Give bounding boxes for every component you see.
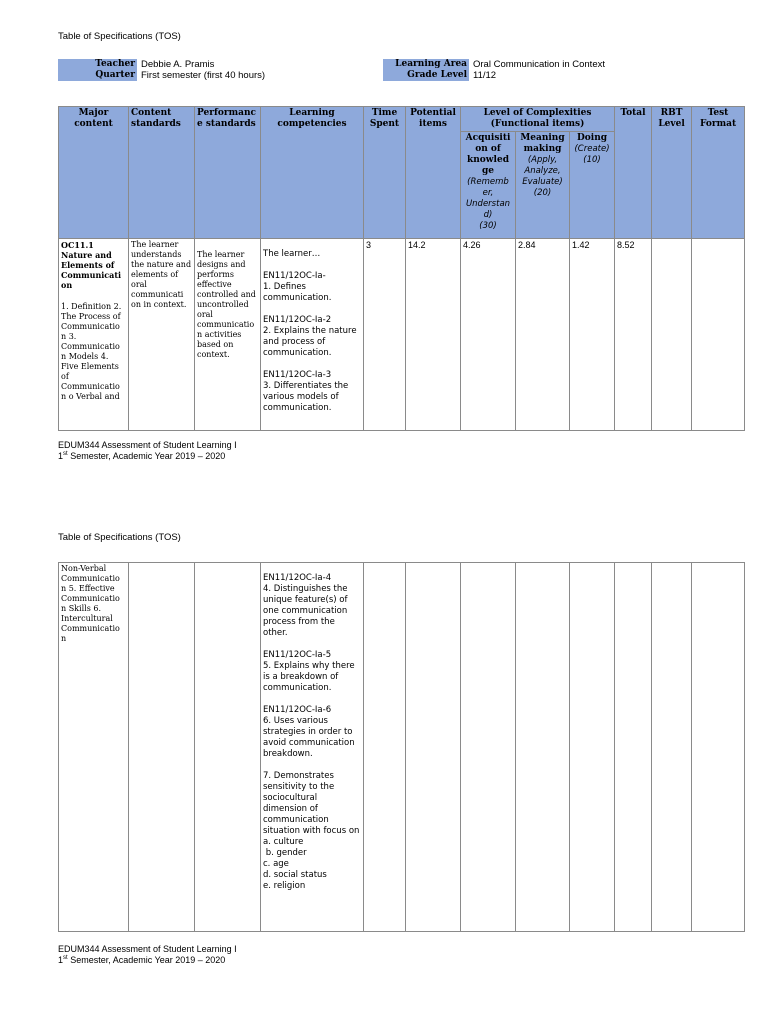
row2-potential-items — [406, 563, 461, 932]
row1-test-format — [692, 239, 745, 431]
table-row — [59, 239, 745, 431]
focus-religion: e. religion — [263, 881, 306, 891]
footer-line-1: EDUM344 Assessment of Student Learning I — [58, 440, 237, 450]
doing-title: Doing — [576, 133, 608, 143]
focus-age: c. age — [263, 859, 289, 869]
doc-title: Table of Specifications (TOS) — [58, 31, 181, 42]
focus-culture: a. culture — [263, 837, 304, 847]
header-doing — [570, 132, 615, 239]
doc-title-page-2: Table of Specifications (TOS) — [58, 532, 181, 543]
comp-item-6: 6. Uses various strategies in order to avoid communication breakdown. — [263, 716, 355, 759]
footer-2 — [58, 944, 237, 966]
grade-info — [383, 70, 496, 81]
row1-potential-items: 14.2 — [406, 239, 461, 431]
footer-line-1: EDUM344 Assessment of Student Learning I — [58, 944, 237, 954]
comp-item-7: 7. Demonstrates sensitivity to the sociocultural dimension of communication situation with focus on — [263, 771, 360, 836]
row1-performance-standards: The learner designs and performs effective controlled and uncontrolled oral communicatio n activities based on context. — [195, 239, 261, 431]
comp-item-5: 5. Explains why there is a breakdown of communication. — [263, 661, 355, 693]
row2-time-spent — [364, 563, 406, 932]
tos-table — [58, 106, 745, 431]
area-info — [383, 59, 605, 70]
comp-item-4: 4. Distinguishes the unique feature(s) of one communication process from the other. — [263, 584, 348, 638]
row1-acquisition: 4.26 — [461, 239, 516, 431]
header-learning-competencies: Learning competencies — [261, 107, 364, 239]
row2-acquisition — [461, 563, 516, 932]
row1-content-standards: The learner understands the nature and elements of oral communicati on in context. — [129, 239, 195, 431]
comp-code-5: EN11/12OC-Ia-5 — [263, 650, 332, 660]
comp-item-2: 2. Explains the nature and process of communication. — [263, 326, 357, 358]
header-total: Total — [615, 107, 652, 239]
area-label: Learning Area — [383, 59, 469, 70]
acq-sub: (Rememb er, Understan d) — [465, 177, 511, 220]
doing-pct: (10) — [583, 155, 601, 165]
row1-time-spent: 3 — [364, 239, 406, 431]
acq-title: Acquisiti on of knowled ge — [465, 133, 511, 176]
focus-social-status: d. social status — [263, 870, 327, 880]
header-rbt-level: RBT Level — [652, 107, 692, 239]
grade-value: 11/12 — [473, 70, 497, 81]
comp-code-4: EN11/12OC-Ia-4 — [263, 573, 332, 583]
row1-total: 8.52 — [615, 239, 652, 431]
header-meaning-making — [516, 132, 570, 239]
row1-rbt-level — [652, 239, 692, 431]
acq-pct: (30) — [479, 221, 497, 231]
header-content-standards: Content standards — [129, 107, 195, 239]
header-level-of-complexities: Level of Complexities (Functional items) — [461, 107, 615, 132]
grade-label: Grade Level — [383, 70, 469, 81]
tos-table-continued — [58, 562, 745, 932]
mean-sub: (Apply, Analyze, Evaluate) — [522, 155, 563, 187]
header-time-spent: Time Spent — [364, 107, 406, 239]
focus-gender: b. gender — [263, 848, 307, 858]
header-test-format: Test Format — [692, 107, 745, 239]
quarter-label: Quarter — [58, 70, 137, 81]
mean-title: Meaning making — [520, 133, 565, 154]
teacher-info — [58, 59, 214, 70]
comp-code-6: EN11/12OC-Ia-6 — [263, 705, 332, 715]
comp-intro: The learner… — [263, 249, 321, 259]
comp-item-1: 1. Defines communication. — [263, 282, 332, 303]
footer-line-2: 1st Semester, Academic Year 2019 – 2020 — [58, 955, 226, 965]
footer-1 — [58, 440, 237, 462]
row1-major-content — [59, 239, 129, 431]
major-title: OC11.1 Nature and Elements of Communicati on — [61, 240, 122, 290]
doing-sub: (Create) — [574, 144, 610, 154]
row2-competencies — [261, 563, 364, 932]
area-value: Oral Communication in Context — [473, 59, 605, 70]
comp-item-3: 3. Differentiates the various models of communication. — [263, 381, 349, 413]
row2-total — [615, 563, 652, 932]
row1-meaning-making: 2.84 — [516, 239, 570, 431]
comp-code-3: EN11/12OC-Ia-3 — [263, 370, 332, 380]
row2-rbt-level — [652, 563, 692, 932]
header-major-content: Major content — [59, 107, 129, 239]
row2-test-format — [692, 563, 745, 932]
mean-pct: (20) — [533, 188, 552, 198]
row2-performance-standards — [195, 563, 261, 932]
row2-major-content: Non-Verbal Communicatio n 5. Effective Communicatio n Skills 6. Intercultural Communicatio n — [59, 563, 129, 932]
row2-meaning-making — [516, 563, 570, 932]
header-performance-standards: Performanc e standards — [195, 107, 261, 239]
table-row — [59, 563, 745, 932]
teacher-value: Debbie A. Pramis — [141, 59, 215, 70]
header-potential-items: Potential items — [406, 107, 461, 239]
row2-doing — [570, 563, 615, 932]
row2-content-standards — [129, 563, 195, 932]
comp-code-2: EN11/12OC-Ia-2 — [263, 315, 332, 325]
header-acquisition — [461, 132, 516, 239]
row1-competencies — [261, 239, 364, 431]
teacher-label: Teacher — [58, 59, 137, 70]
footer-line-2: 1st Semester, Academic Year 2019 – 2020 — [58, 451, 226, 461]
quarter-info — [58, 70, 265, 81]
quarter-value: First semester (first 40 hours) — [141, 70, 266, 81]
row1-doing: 1.42 — [570, 239, 615, 431]
comp-code-1: EN11/12OC-Ia- — [263, 271, 326, 281]
major-list: 1. Definition 2. The Process of Communicatio n 3. Communicatio n Models 4. Five Elements of Communicatio n o Verbal and — [61, 302, 122, 401]
